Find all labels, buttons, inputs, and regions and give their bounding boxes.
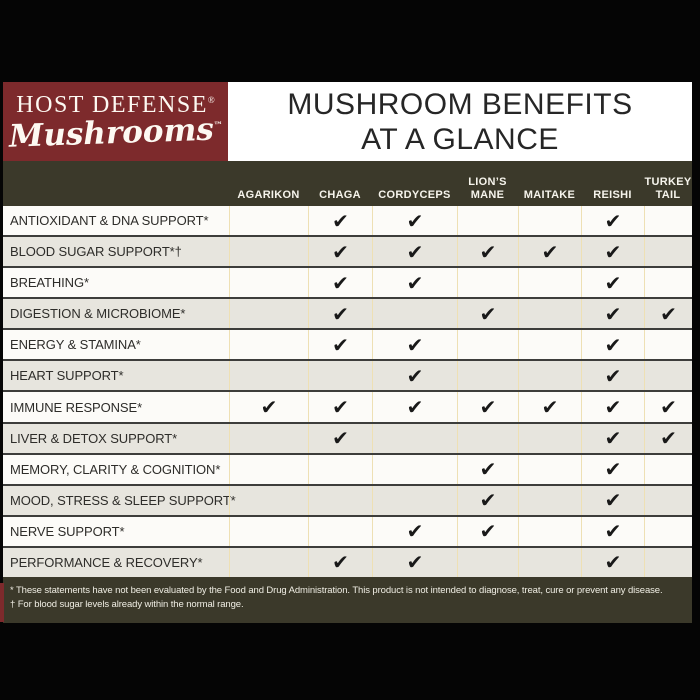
footnote-line-1: * These statements have not been evaluated by the Food and Drug Administration. This product is not intended to diagnose, treat, cure or prevent any disease. <box>10 585 663 596</box>
left-edge-red-strip <box>0 583 4 622</box>
empty-cell <box>518 299 581 328</box>
empty-cell <box>308 486 372 515</box>
check-icon: ✔ <box>406 332 424 357</box>
check-icon: ✔ <box>479 457 497 482</box>
check-cell <box>581 517 644 546</box>
check-cell <box>372 517 457 546</box>
empty-cell <box>229 455 308 484</box>
empty-cell <box>644 237 692 266</box>
benefit-label: ANTIOXIDANT & DNA SUPPORT* <box>10 213 209 229</box>
benefit-label: BLOOD SUGAR SUPPORT*† <box>10 244 182 260</box>
table-row <box>3 266 692 297</box>
empty-cell <box>229 330 308 359</box>
table-row <box>3 297 692 328</box>
check-cell <box>457 392 518 421</box>
empty-cell <box>372 299 457 328</box>
empty-cell <box>644 361 692 390</box>
check-icon: ✔ <box>332 239 349 264</box>
check-cell <box>581 455 644 484</box>
check-cell <box>581 268 644 297</box>
empty-cell <box>457 268 518 297</box>
check-cell <box>372 548 457 577</box>
benefit-label: MEMORY, CLARITY & COGNITION* <box>10 461 221 477</box>
check-icon: ✔ <box>332 270 349 295</box>
check-cell <box>581 237 644 266</box>
empty-cell <box>518 361 581 390</box>
check-cell <box>372 268 457 297</box>
table-row <box>3 453 692 484</box>
check-icon: ✔ <box>332 332 349 357</box>
check-icon: ✔ <box>604 208 622 233</box>
footnote-line-2: † For blood sugar levels already within the normal range. <box>10 599 244 610</box>
host-defense-logo <box>3 82 228 161</box>
empty-cell <box>229 237 308 266</box>
empty-cell <box>518 548 581 577</box>
check-cell <box>308 268 372 297</box>
empty-cell <box>644 268 692 297</box>
check-cell <box>457 455 518 484</box>
empty-cell <box>457 361 518 390</box>
check-icon: ✔ <box>541 239 559 264</box>
check-cell <box>457 299 518 328</box>
check-icon: ✔ <box>406 395 424 419</box>
check-icon: ✔ <box>604 270 622 295</box>
check-icon: ✔ <box>406 550 424 575</box>
check-icon: ✔ <box>479 239 497 264</box>
check-cell <box>457 517 518 546</box>
empty-cell <box>518 206 581 235</box>
column-header-reishi: REISHI <box>593 188 632 201</box>
check-icon: ✔ <box>604 239 622 264</box>
empty-cell <box>229 486 308 515</box>
check-cell <box>308 548 372 577</box>
empty-cell <box>518 268 581 297</box>
table-row <box>3 206 692 235</box>
empty-cell <box>457 548 518 577</box>
empty-cell <box>644 455 692 484</box>
empty-cell <box>372 455 457 484</box>
check-icon: ✔ <box>479 519 497 544</box>
check-icon: ✔ <box>604 519 622 544</box>
check-icon: ✔ <box>332 550 349 575</box>
empty-cell <box>457 206 518 235</box>
benefit-label: DIGESTION & MICROBIOME* <box>10 306 186 322</box>
table-row <box>3 390 692 421</box>
check-icon: ✔ <box>479 488 497 513</box>
empty-cell <box>644 548 692 577</box>
footnote-band <box>3 577 692 623</box>
column-header-row <box>3 161 692 206</box>
empty-cell <box>644 517 692 546</box>
table-row <box>3 235 692 266</box>
check-icon: ✔ <box>604 332 622 357</box>
benefit-label: LIVER & DETOX SUPPORT* <box>10 430 178 446</box>
check-icon: ✔ <box>604 550 622 575</box>
check-icon: ✔ <box>479 395 497 419</box>
empty-cell <box>229 548 308 577</box>
benefits-table-body <box>3 206 692 577</box>
check-cell <box>644 424 692 453</box>
empty-cell <box>644 206 692 235</box>
check-icon: ✔ <box>660 426 677 451</box>
top-band <box>3 82 692 161</box>
column-header-turkey-tail: TURKEY TAIL <box>644 176 692 201</box>
table-row <box>3 422 692 453</box>
check-cell <box>644 392 692 421</box>
infographic <box>3 82 692 623</box>
brand-name: HOST DEFENSE® <box>16 92 215 118</box>
check-icon: ✔ <box>479 301 497 326</box>
check-cell <box>581 486 644 515</box>
check-cell <box>644 299 692 328</box>
empty-cell <box>644 330 692 359</box>
check-cell <box>581 299 644 328</box>
empty-cell <box>308 517 372 546</box>
check-icon: ✔ <box>604 363 622 388</box>
title-line-2: AT A GLANCE <box>361 122 559 156</box>
check-cell <box>581 361 644 390</box>
check-icon: ✔ <box>406 363 424 388</box>
column-header-maitake: MAITAKE <box>523 188 576 201</box>
empty-cell <box>457 424 518 453</box>
check-icon: ✔ <box>604 426 622 451</box>
column-header-agarikon: AGARIKON <box>237 188 300 201</box>
benefit-label: PERFORMANCE & RECOVERY* <box>10 554 203 570</box>
table-row <box>3 546 692 577</box>
check-icon: ✔ <box>332 208 349 233</box>
empty-cell <box>518 455 581 484</box>
empty-cell <box>372 486 457 515</box>
empty-cell <box>644 486 692 515</box>
check-cell <box>308 206 372 235</box>
check-cell <box>581 330 644 359</box>
check-icon: ✔ <box>604 457 622 482</box>
check-cell <box>308 237 372 266</box>
check-icon: ✔ <box>406 239 424 264</box>
check-icon: ✔ <box>604 301 622 326</box>
check-cell <box>372 392 457 421</box>
empty-cell <box>229 299 308 328</box>
table-row <box>3 328 692 359</box>
check-cell <box>372 237 457 266</box>
column-header-cordyceps: CORDYCEPS <box>378 188 451 201</box>
check-icon: ✔ <box>332 395 349 419</box>
check-cell <box>308 330 372 359</box>
title-line-1: MUSHROOM BENEFITS <box>287 87 633 121</box>
check-cell <box>581 424 644 453</box>
brand-script: Mushrooms™ <box>8 111 223 155</box>
page-title <box>228 82 692 161</box>
check-icon: ✔ <box>660 301 677 326</box>
column-header-chaga: CHAGA <box>319 188 361 201</box>
check-cell <box>518 237 581 266</box>
benefit-label: HEART SUPPORT* <box>10 368 124 384</box>
empty-cell <box>229 517 308 546</box>
check-cell <box>457 486 518 515</box>
check-icon: ✔ <box>332 426 349 451</box>
benefit-label: IMMUNE RESPONSE* <box>10 399 143 415</box>
check-icon: ✔ <box>406 519 424 544</box>
check-cell <box>229 392 308 421</box>
benefit-label: ENERGY & STAMINA* <box>10 337 141 353</box>
check-icon: ✔ <box>541 395 559 419</box>
check-cell <box>308 299 372 328</box>
check-cell <box>308 424 372 453</box>
check-icon: ✔ <box>604 395 622 419</box>
empty-cell <box>518 424 581 453</box>
check-cell <box>518 392 581 421</box>
check-cell <box>581 206 644 235</box>
check-cell <box>581 392 644 421</box>
table-row <box>3 359 692 390</box>
benefit-label: MOOD, STRESS & SLEEP SUPPORT* <box>10 492 236 508</box>
trademark-mark: ™ <box>213 120 223 132</box>
empty-cell <box>229 268 308 297</box>
empty-cell <box>372 424 457 453</box>
empty-cell <box>229 206 308 235</box>
check-cell <box>457 237 518 266</box>
column-header-lion-s-mane: LION’S MANE <box>468 176 507 201</box>
check-icon: ✔ <box>332 301 349 326</box>
check-cell <box>308 392 372 421</box>
check-cell <box>581 548 644 577</box>
table-row <box>3 515 692 546</box>
empty-cell <box>229 424 308 453</box>
check-icon: ✔ <box>260 395 278 419</box>
empty-cell <box>518 517 581 546</box>
benefit-label: BREATHING* <box>10 275 89 291</box>
check-icon: ✔ <box>406 270 424 295</box>
empty-cell <box>229 361 308 390</box>
check-icon: ✔ <box>406 208 424 233</box>
check-cell <box>372 361 457 390</box>
benefit-label: NERVE SUPPORT* <box>10 523 125 539</box>
registered-mark: ® <box>207 95 215 105</box>
check-icon: ✔ <box>660 395 677 419</box>
empty-cell <box>308 455 372 484</box>
check-cell <box>372 330 457 359</box>
empty-cell <box>457 330 518 359</box>
empty-cell <box>308 361 372 390</box>
empty-cell <box>518 486 581 515</box>
check-icon: ✔ <box>604 488 622 513</box>
table-row <box>3 484 692 515</box>
check-cell <box>372 206 457 235</box>
empty-cell <box>518 330 581 359</box>
